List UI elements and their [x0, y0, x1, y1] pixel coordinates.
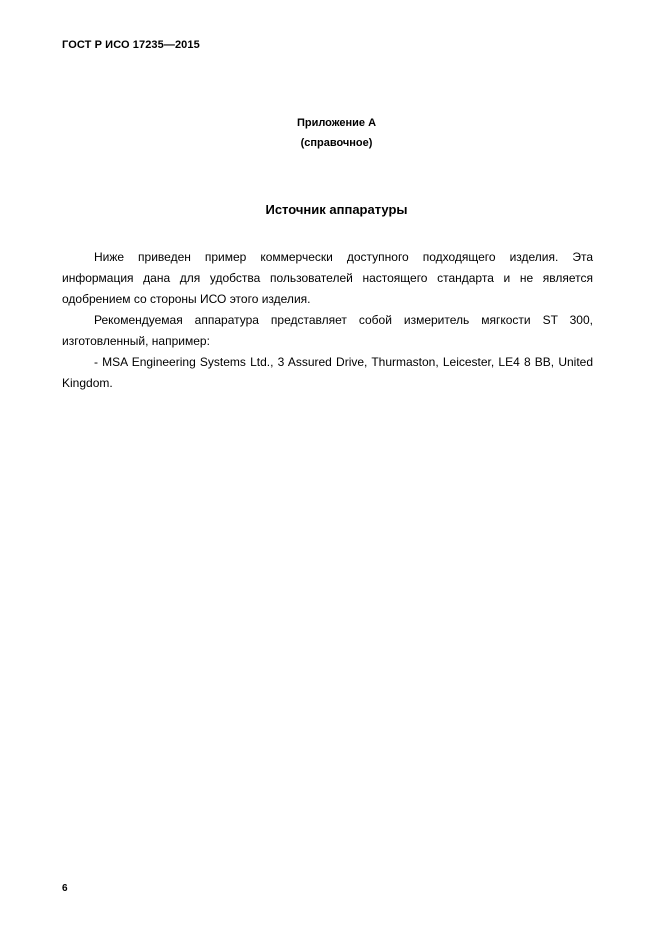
paragraph-manufacturer-address: - MSA Engineering Systems Ltd., 3 Assured Drive, Thurmaston, Leicester, LE4 8 BB, United Kingdom.	[62, 355, 593, 390]
appendix-kind: (справочное)	[300, 137, 373, 149]
page-number: 6	[62, 883, 68, 894]
paragraph-product-note: Ниже приведен пример коммерчески доступного подходящего изделия. Эта информация дана для удобства пользователей настоящего стандарта и не является одобрением со стороны ИСО этого изделия.	[62, 250, 593, 306]
document-header-standard-code: ГОСТ Р ИСО 17235—2015	[62, 39, 200, 51]
paragraph-recommended-apparatus: Рекомендуемая аппаратура представляет собой измеритель мягкости ST 300, изготовленный, например:	[62, 313, 593, 348]
section-title: Источник аппаратуры	[265, 202, 408, 217]
appendix-label: Приложение А	[296, 117, 377, 129]
body-text	[62, 247, 593, 394]
